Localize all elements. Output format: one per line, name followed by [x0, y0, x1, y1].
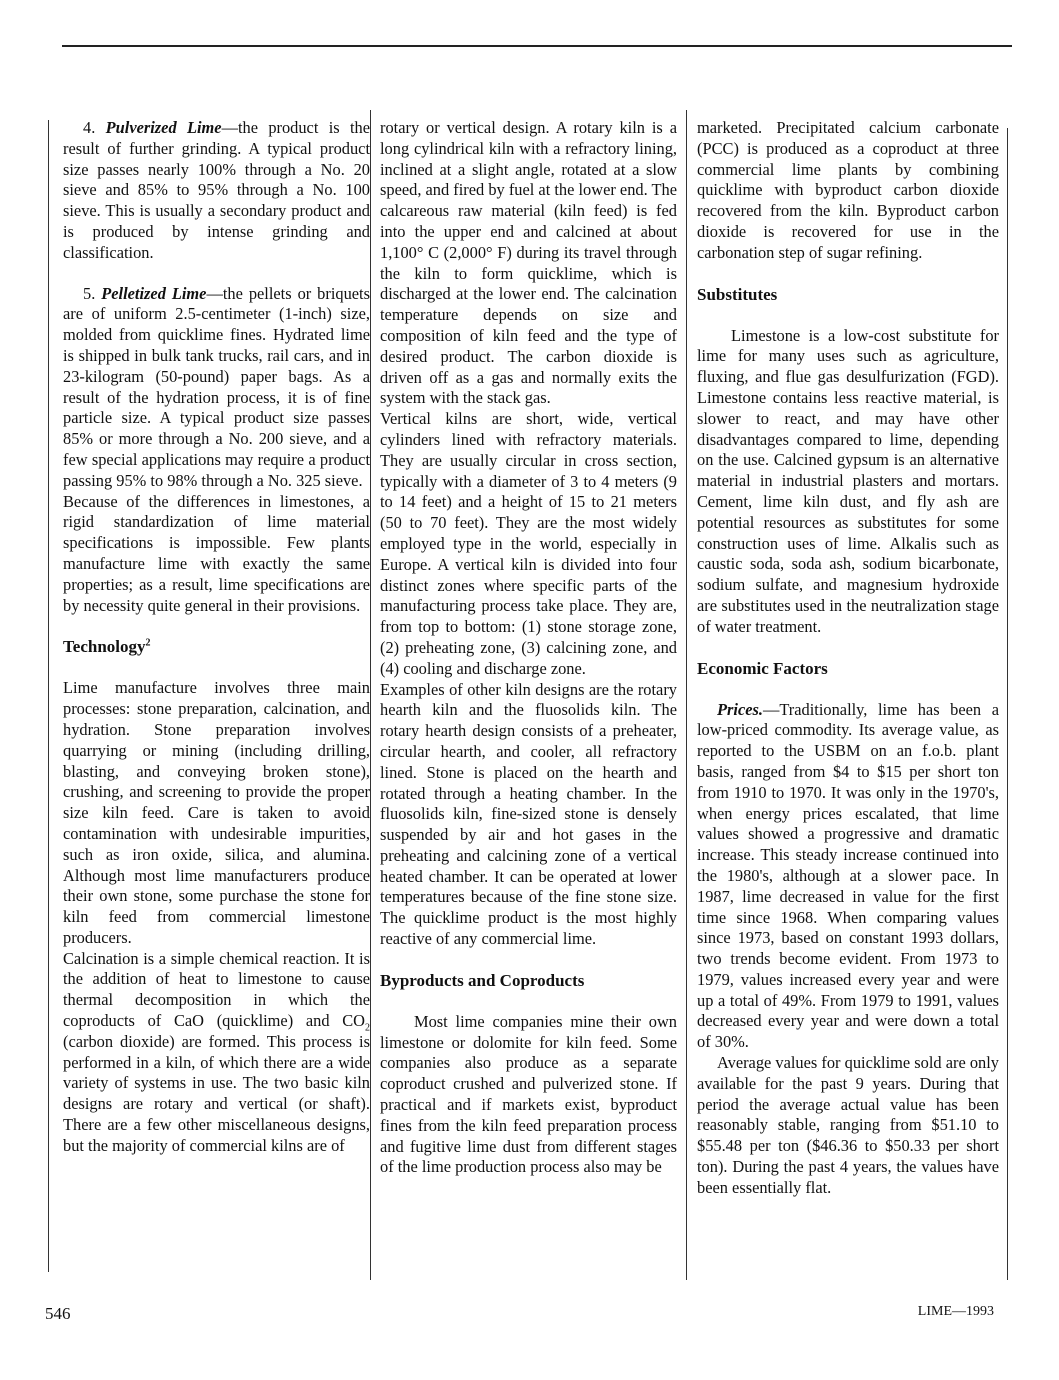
paragraph-prices: [697, 700, 999, 1054]
column-2: [380, 118, 677, 1178]
paragraph-other-kilns: Examples of other kiln designs are the rotary hearth kiln and the fluosolids kiln. The rotary hearth design consists of a preheater, circular hearth, and cooler, all refractory lined. Stone is placed on the hearth and rotated through a heating chamber. In the fluosolids kiln, fine-sized stone is densely suspended by air and hot gases in the preheating and calcining zone of a vertical heated chamber. It can be operated at lower temperatures because of the fine stone size. The quicklime product is the most highly reactive of any commercial lime.: [380, 679, 677, 949]
paragraph-lime-manufacture: Lime manufacture involves three main processes: stone preparation, calcination, and hydration. Stone preparation involves quarrying or mining (including drilling, blasting, and conveying broken stone), crushing, and screening to provide the proper size kiln feed. Care is taken to avoid contamination with undesirable impurities, such as iron oxide, silica, and alumina. Although most lime manufacturers produce their own stone, some purchase the stone for kiln feed from commercial limestone producers.: [63, 678, 370, 947]
heading-economic-factors: Economic Factors: [697, 658, 828, 678]
paragraph-substitutes: Limestone is a low-cost substitute for lime for many uses such as agriculture, fluxing, and flue gas desulfurization (FGD). Limestone contains less reactive material, is slower to react, and may have other disadvantages compared to lime, depending on the use. Calcined gypsum is an alternative material in industrial plasters and mortars. Cement, lime kiln dust, and fly ash are potential resources as substitutes for some construction uses of lime. Alkalis such as caustic soda, soda ash, sodium bicarbonate, sodium sulfate, and magnesium hydroxide are substitutes used in the neutralization stage of water treatment.: [697, 325, 999, 636]
paragraph-text: —the product is the result of further grinding. A typical product size passes nearly 100% through a No. 20 sieve and 85% to 95% through a No. 100 sieve. This is usually a secondary product and is produced by intense grinding and classification.: [63, 118, 371, 262]
column-rule-right: [1007, 128, 1008, 1280]
paragraph-byproducts: Most lime companies mine their own limestone or dolomite for kiln feed. Some companies also produce as a separate coproduct crushed and pulverized stone. If practical and if markets exist, byproduct fines from the kiln feed preparation process and fugitive lime dust from different stages of the lime production process also may be: [380, 1011, 677, 1177]
item-number: 4.: [83, 118, 96, 137]
paragraph-text: (carbon dioxide) are formed. This process is performed in a kiln, of which there are a wide variety of systems in use. The two basic kiln designs are rotary and vertical (or shaft). There are a few other miscellaneous designs, but the majority of commercial kilns are of: [63, 1031, 370, 1155]
paragraph-text: —Traditionally, lime has been a low-priced commodity. Its average value, as reported to the USBM on an f.o.b. plant basis, ranged from $4 to $15 per short ton from 1910 to 1970. It was only in the 1970's, when energy prices escalated, that lime values showed a progressive and dramatic increase. This steady increase continued into the 1980's, although at a slower pace. In 1987, lime decreased in value for the first time since 1968. When comparing values since 1973, based on constant 1993 dollars, two trends become evident. From 1973 to 1979, values increased every year and were up a total of 49%. From 1979 to 1991, values decreased every year and were down a total of 30%.: [697, 699, 999, 1052]
running-footer: LIME—1993: [917, 1304, 994, 1319]
footnote-marker: 2: [145, 637, 151, 649]
subscript: 2: [365, 1022, 370, 1034]
header-rule: [62, 45, 1012, 47]
column-3: [697, 118, 999, 1199]
term-pulverized-lime: Pulverized Lime: [105, 118, 222, 137]
heading-substitutes: Substitutes: [697, 284, 778, 304]
paragraph-vertical-kilns: Vertical kilns are short, wide, vertical cylinders lined with refractory materials. They are usually circular in cross section, typically with a diameter of 3 to 4 meters (9 to 14 feet) and a height of 15 to 21 meters (50 to 70 feet). They are the most widely employed type in the world, especially in Europe. A vertical kiln is divided into four distinct zones where specific parts of the manufacturing process take place. They are, from top to bottom: (1) stone storage zone, (2) preheating zone, (3) calcining zone, and (4) cooling and discharge zone.: [380, 409, 677, 678]
heading-technology: [63, 636, 370, 658]
paragraph-pelletized-lime: [63, 284, 370, 492]
paragraph-pulverized-lime: [63, 118, 370, 264]
paragraph-text: Calcination is a simple chemical reaction. It is the addition of heat to limestone to cause thermal decomposition in which the coproducts of CaO (quicklime) and CO: [63, 948, 370, 1031]
paragraph-calcination: [63, 949, 370, 1157]
paragraph-pcc: marketed. Precipitated calcium carbonate (PCC) is produced as a coproduct at three commercial lime plants by combining quicklime with byproduct carbon dioxide recovered from the kiln. Byproduct carbon dioxide is recovered for use in the carbonation step of sugar refining.: [697, 118, 999, 262]
term-pelletized-lime: Pelletized Lime: [101, 283, 207, 303]
column-rule-left: [48, 120, 49, 1272]
column-1: [63, 118, 370, 1157]
column-rule-mid: [370, 110, 371, 1280]
heading-byproducts: Byproducts and Coproducts: [380, 970, 585, 990]
column-rule-mid2: [686, 110, 687, 1280]
heading-text: Technology: [63, 637, 146, 657]
term-prices: Prices.: [717, 699, 763, 719]
paragraph-text: —the pellets or briquets are of uniform 2.5-centimeter (1-inch) size, molded from quicklime fines. Hydrated lime is shipped in bulk tank trucks, rail cars, and in 23-kilogram (50-pound) paper bags. As a result of the hydration process, it is of fine particle size. A typical product size passes 85% or more through a No. 200 sieve, and a few special applications may require a product passing 95% to 98% through a No. 325 sieve.: [63, 283, 370, 490]
page-number: 546: [45, 1304, 71, 1323]
paragraph-average-values: Average values for quicklime sold are only available for the past 9 years. During that period the average actual value has been reasonably stable, ranging from $51.10 to $55.48 per ton ($46.36 to $50.33 per short ton). During the past 4 years, the values have been essentially flat.: [697, 1053, 999, 1197]
paragraph-standardization: Because of the differences in limestones, a rigid standardization of lime material specifications is impossible. Few plants manufacture lime with exactly the same properties; as a result, lime specifications are by necessity quite general in their provisions.: [63, 491, 370, 615]
item-number: 5.: [83, 283, 96, 303]
paragraph-rotary-kiln: rotary or vertical design. A rotary kiln is a long cylindrical kiln with a refractory lining, inclined at a slight angle, rotated at a slow speed, and fired by fuel at the lower end. The calcareous raw material (kiln feed) is fed into the upper end and calcined at about 1,100° C (2,000° F) during its travel through the kiln to form quicklime, which is discharged at the lower end. The calcination temperature depends on size and composition of kiln feed and the type of desired product. The carbon dioxide is driven off as a gas and normally exits the system with the stack gas.: [380, 118, 677, 408]
